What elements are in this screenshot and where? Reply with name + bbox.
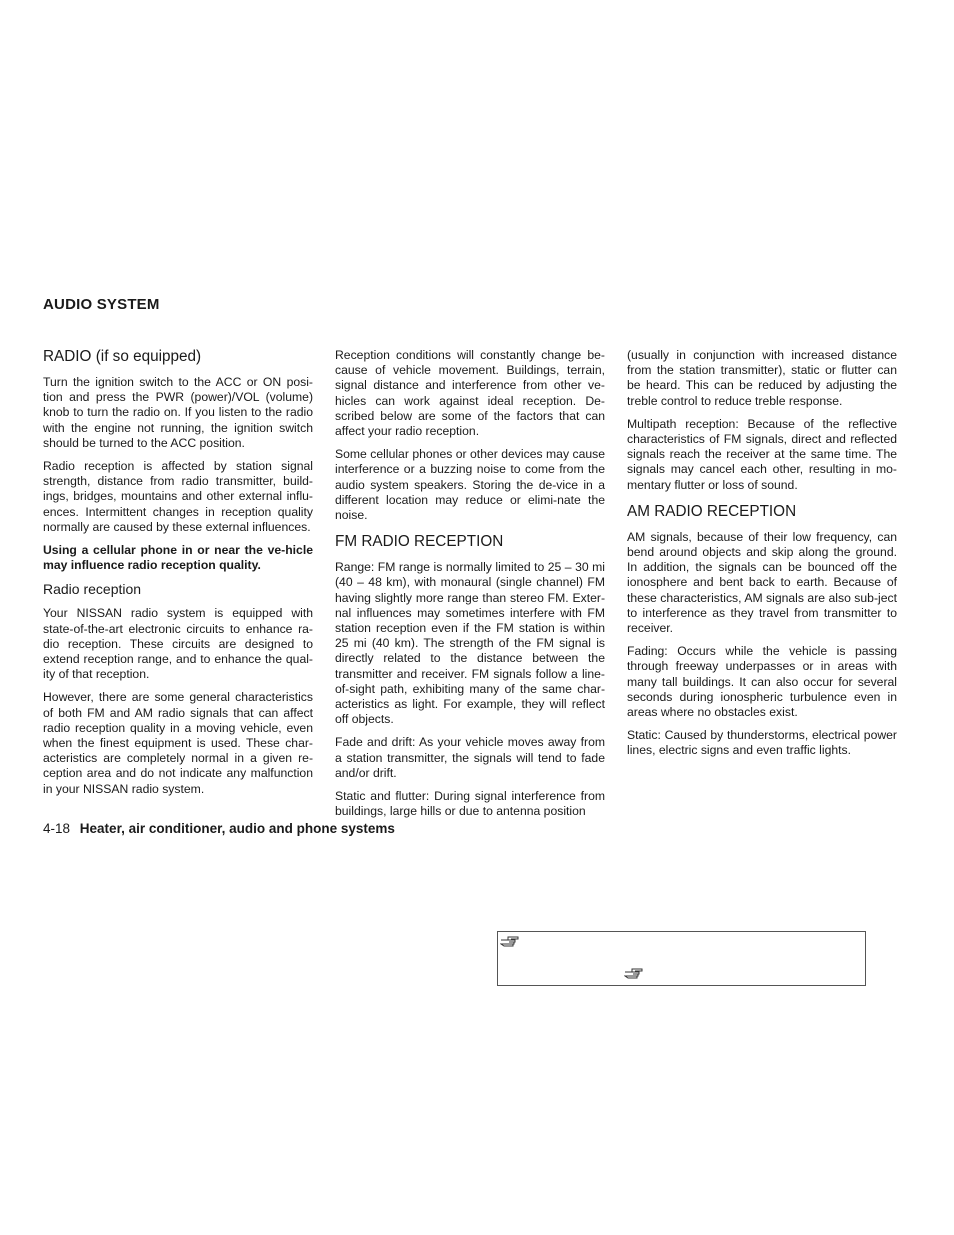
paragraph: Static and flutter: During signal interference from buildings, large hills or due to antenna position (335, 789, 605, 819)
paragraph: (usually in conjunction with increased distance from the station transmitter), static or flutter can be heard. This can be reduced by adjusting the treble control to reduce treble response. (627, 348, 897, 408)
paragraph: Some cellular phones or other devices may cause interference or a buzzing noise to come from the audio system speakers. Storing the de-vice in a different location may reduce or elimi-nate the noise. (335, 447, 605, 523)
section-title: AUDIO SYSTEM (43, 296, 160, 313)
paragraph: Fading: Occurs while the vehicle is passing through freeway underpasses or in areas with many tall buildings. It can also occur for several seconds during ionospheric turbulence even in areas where no obstacles exist. (627, 644, 897, 720)
paragraph: Multipath reception: Because of the reflective characteristics of FM signals, direct and reflected signals reach the receiver at the same time. The signals may cancel each other, resulting in mo-mentary flutter or loss of sound. (627, 416, 897, 492)
paragraph: AM signals, because of their low frequency, can bend around objects and skip along the ground. In addition, the signals can be bounced off the ionosphere and bent back to earth. Because of these characteristics, AM signals are also sub-ject to interference as they travel from transmitter to receiver. (627, 529, 897, 636)
paragraph: Turn the ignition switch to the ACC or ON posi-tion and press the PWR (power)/VOL (volume) knob to turn the radio on. If you listen to the radio with the engine not running, the ignition switch should be turned to the ACC position. (43, 375, 313, 450)
paragraph: However, there are some general characteristics of both FM and AM radio signals that can affect radio reception quality in a moving vehicle, even when the finest equipment is used. These char-acteristics are completely normal in a given re-ception area and do not indicate any malfunction in your NISSAN radio system. (43, 690, 313, 796)
pointing-hand-icon (624, 966, 644, 984)
chapter-title: Heater, air conditioner, audio and phone systems (79, 821, 395, 836)
pointing-hand-icon (500, 934, 520, 952)
paragraph: Fade and drift: As your vehicle moves away from a station transmitter, the signals will tend to fade and/or drift. (335, 735, 605, 780)
paragraph: Static: Caused by thunderstorms, electrical power lines, electric signs and even traffic lights. (627, 728, 897, 758)
column-1 (43, 348, 313, 805)
heading-am-reception: AM RADIO RECEPTION (627, 502, 797, 520)
warning-paragraph: Using a cellular phone in or near the ve-hicle may influence radio reception quality. (43, 543, 313, 573)
heading-radio-reception: Radio reception (43, 581, 142, 598)
page-number: 4-18 (43, 821, 71, 836)
heading-radio: RADIO (if so equipped) (43, 348, 202, 365)
note-box (497, 931, 866, 986)
paragraph: Range: FM range is normally limited to 25 – 30 mi (40 – 48 km), with monaural (single channel) FM having slightly more range than stereo FM. Exter-nal influences may sometimes interfere with FM station reception even if the FM station is within 25 mi (40 km). The strength of the FM signal is directly related to the distance between the transmitter and receiver. FM signals follow a line-of-sight path, exhibiting many of the same char-acteristics as light. For example, they will reflect off objects. (335, 560, 605, 727)
heading-fm-reception: FM RADIO RECEPTION (335, 533, 504, 551)
paragraph: Reception conditions will constantly change be-cause of vehicle movement. Buildings, terrain, signal distance and interference from other ve-hicles can work against ideal reception. De-scribed below are some of the factors that can affect your radio reception. (335, 348, 605, 439)
column-3 (627, 348, 897, 767)
page-footer (43, 821, 395, 836)
paragraph: Your NISSAN radio system is equipped with state-of-the-art electronic circuits to enhance ra-dio reception. These circuits are designed to extend reception range, and to enhance the qual-ity of that reception. (43, 606, 313, 682)
column-2 (335, 348, 605, 827)
paragraph: Radio reception is affected by station signal strength, distance from radio transmitter, build-ings, bridges, mountains and other external influ-ences. Intermittent changes in reception quality normally are caused by these external influences. (43, 459, 313, 534)
